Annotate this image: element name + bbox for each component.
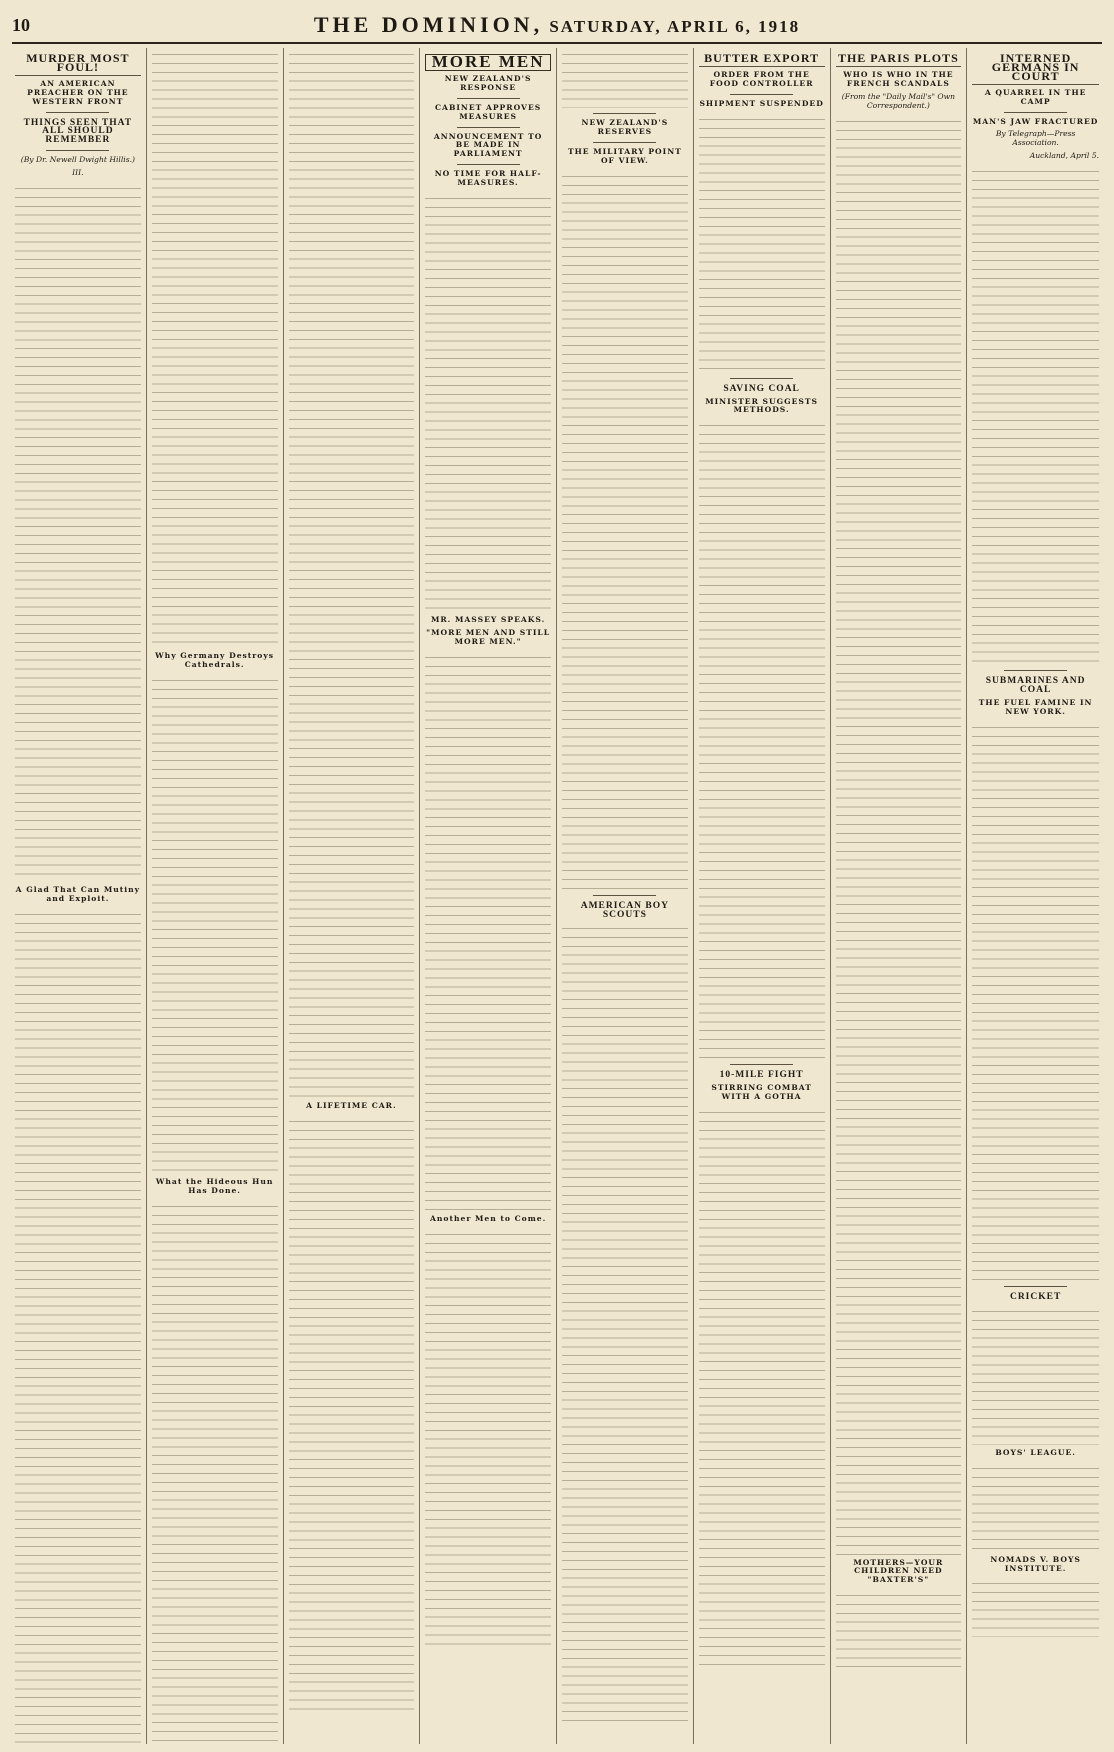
article-body [562, 922, 688, 1722]
paper-title [72, 12, 1042, 38]
column-8 [967, 48, 1104, 1744]
subhead-glad: A Glad That Can Mutiny and Exploit. [15, 885, 141, 903]
page-number: 10 [12, 14, 30, 35]
advertisement-body [836, 1589, 962, 1669]
column-1 [10, 48, 147, 1744]
subhead-american-preacher: AN AMERICAN PREACHER ON THE WESTERN FRONT [27, 78, 129, 106]
article-body [836, 115, 962, 1555]
column-7 [831, 48, 968, 1744]
article-body [289, 48, 415, 1098]
divider [46, 150, 109, 151]
subhead-things-seen: THINGS SEEN THAT ALL SHOULD REMEMBER [23, 117, 133, 146]
headline-butter: BUTTER EXPORT [699, 54, 825, 67]
article-body [972, 1577, 1099, 1637]
headline-boy-scouts: AMERICAN BOY SCOUTS [580, 900, 669, 920]
headline-murder: MURDER MOST FOUL! [15, 54, 141, 76]
column-3 [284, 48, 421, 1744]
subhead-order: ORDER FROM THE FOOD CONTROLLER [709, 69, 814, 88]
article-body [152, 674, 278, 1174]
article-body [425, 1228, 551, 1648]
article-body [699, 419, 825, 1059]
subhead-nomads: NOMADS V. BOYS INSTITUTE. [990, 1554, 1081, 1573]
subhead-announcement: ANNOUNCEMENT TO BE MADE IN PARLIAMENT [433, 131, 543, 159]
subhead-hideous-hun: What the Hideous Hun Has Done. [155, 1176, 274, 1195]
divider [593, 895, 656, 896]
article-body [152, 1200, 278, 1744]
divider [730, 94, 793, 95]
paper-name: THE DOMINION, [313, 12, 544, 37]
article-body [699, 1106, 825, 1666]
subhead-boys-league: BOYS' LEAGUE. [995, 1447, 1076, 1457]
column-4 [420, 48, 557, 1744]
article-body [699, 113, 825, 373]
byline: By Telegraph—Press Association. [995, 129, 1076, 148]
divider [457, 98, 520, 99]
paper-date: SATURDAY, APRIL 6, 1918 [549, 17, 801, 36]
article-body [972, 721, 1099, 1281]
subhead-cathedrals: Why Germany Destroys Cathedrals. [155, 651, 275, 669]
headline-interned: INTERNED GERMANS IN COURT [972, 54, 1099, 85]
dateline: Auckland, April 5. [1029, 151, 1099, 161]
headline-cricket: CRICKET [1009, 1291, 1062, 1302]
divider [457, 164, 520, 165]
article-body [152, 48, 278, 648]
byline: (By Dr. Newell Dwight Hillis.) [20, 155, 135, 165]
headline-submarines: SUBMARINES AND COAL [985, 676, 1086, 696]
divider [593, 142, 656, 143]
divider [46, 112, 109, 113]
headline-10-mile: 10-MILE FIGHT [719, 1070, 804, 1081]
subhead-no-time: NO TIME FOR HALF-MEASURES. [434, 169, 542, 188]
subhead-who-is-who: WHO IS WHO IN THE FRENCH SCANDALS [843, 69, 954, 88]
subhead-lifetime-car: A LIFETIME CAR. [306, 1101, 397, 1110]
subhead-quarrel: A QUARREL IN THE CAMP [984, 87, 1087, 106]
divider [730, 378, 793, 379]
article-body [425, 651, 551, 1211]
columns [10, 48, 1104, 1744]
divider [730, 1064, 793, 1065]
headline-more-men: MORE MEN [425, 54, 551, 71]
divider [1004, 1286, 1067, 1287]
subhead-shipment: SHIPMENT SUSPENDED [699, 98, 824, 108]
quote-more-men: "MORE MEN AND STILL MORE MEN." [426, 627, 551, 646]
part-number: III. [72, 168, 84, 178]
subhead-jaw: MAN'S JAW FRACTURED [972, 116, 1099, 126]
subhead-minister: MINISTER SUGGESTS METHODS. [705, 396, 819, 415]
masthead [12, 8, 1102, 44]
divider [457, 127, 520, 128]
subhead-cabinet: CABINET APPROVES MEASURES [435, 102, 542, 121]
divider [593, 113, 656, 114]
headline-paris-plots: THE PARIS PLOTS [836, 54, 962, 67]
article-body [972, 1462, 1099, 1552]
headline-saving-coal: SAVING COAL [723, 383, 800, 394]
article-body [972, 165, 1099, 665]
subhead-military: THE MILITARY POINT OF VIEW. [567, 146, 682, 165]
divider [1004, 670, 1067, 671]
column-6 [694, 48, 831, 1744]
subhead-nz-reserves: NEW ZEALAND'S RESERVES [581, 118, 669, 136]
advert-baxters: MOTHERS—YOUR CHILDREN NEED "BAXTER'S" [853, 1557, 944, 1585]
byline: (From the "Daily Mail's" Own Correspondent.) [841, 91, 955, 110]
subhead-nz-response: NEW ZEALAND'S RESPONSE [444, 73, 532, 92]
article-body [15, 182, 141, 882]
article-body [562, 48, 688, 108]
advertisement-body [289, 1115, 415, 1715]
subhead-massey: MR. MASSEY SPEAKS. [430, 615, 546, 625]
article-body [562, 170, 688, 890]
subhead-gotha: STIRRING COMBAT WITH A GOTHA [711, 1083, 812, 1102]
article-body [15, 908, 141, 1744]
column-2 [147, 48, 284, 1744]
subhead-another-men: Another Men to Come. [430, 1213, 547, 1223]
article-body [425, 192, 551, 612]
divider [1004, 112, 1067, 113]
column-5 [557, 48, 694, 1744]
subhead-fuel-famine: THE FUEL FAMINE IN NEW YORK. [978, 697, 1093, 716]
article-body [972, 1305, 1099, 1445]
